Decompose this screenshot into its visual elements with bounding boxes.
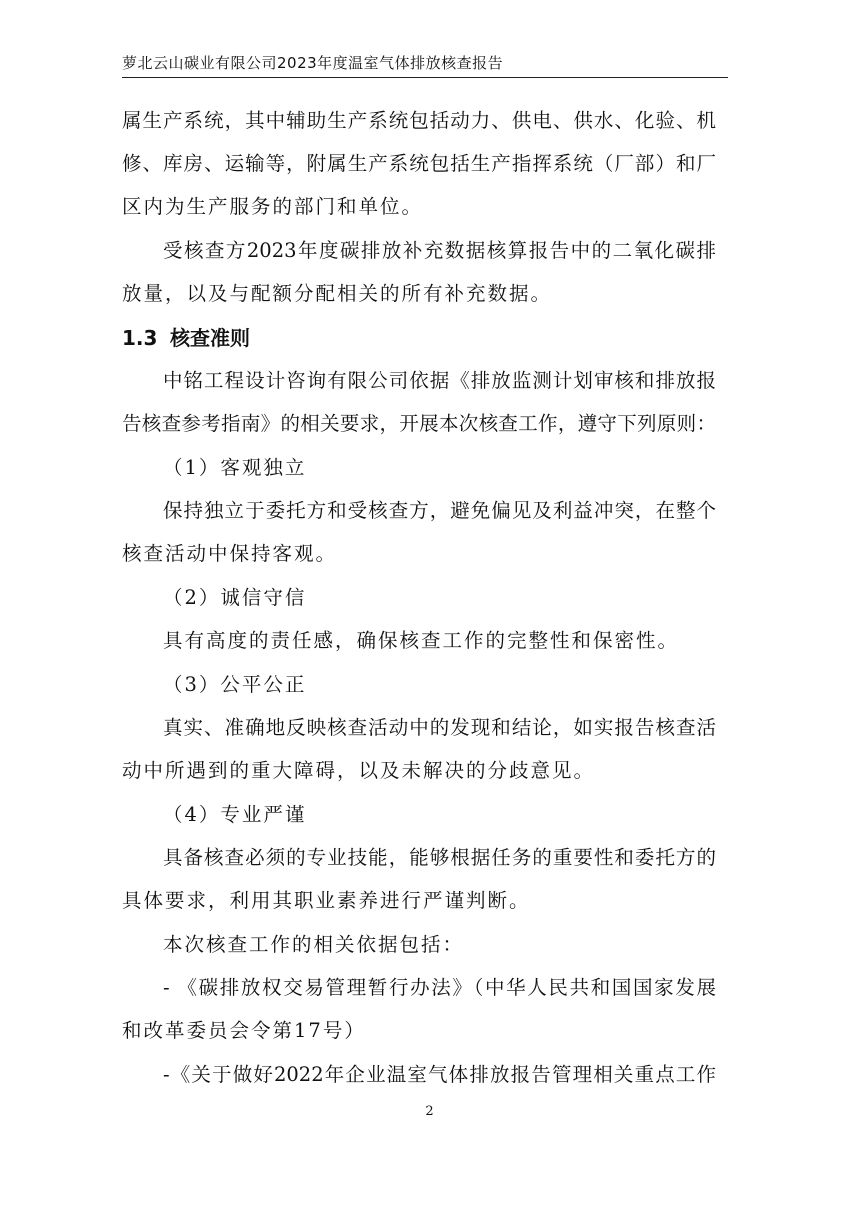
principle-heading: （4）专业严谨: [163, 803, 307, 826]
body-line: 受核查方2023年度碳排放补充数据核算报告中的二氧化碳排: [163, 239, 716, 262]
body-line: 中铭工程设计咨询有限公司依据《排放监测计划审核和排放报: [163, 369, 716, 392]
running-header: 萝北云山碳业有限公司2023年度温室气体排放核查报告: [122, 54, 504, 72]
body-line: 修、库房、运输等，附属生产系统包括生产指挥系统（厂部）和厂: [122, 152, 716, 175]
body-line: 告核查参考指南》的相关要求，开展本次核查工作，遵守下列原则：: [122, 412, 716, 435]
body-line: - 《碳排放权交易管理暂行办法》（中华人民共和国国家发展: [163, 976, 716, 999]
body-line: 放量，以及与配额分配相关的所有补充数据。: [122, 282, 553, 305]
header-divider: [122, 77, 728, 78]
page-number: 2: [425, 1104, 434, 1119]
section-title: 核查准则: [170, 326, 250, 350]
principle-heading: （2）诚信守信: [163, 586, 307, 609]
body-line: 真实、准确地反映核查活动中的发现和结论，如实报告核查活: [163, 716, 716, 739]
principle-heading: （1）客观独立: [163, 456, 307, 479]
body-line: 核查活动中保持客观。: [122, 542, 338, 565]
body-line: 属生产系统，其中辅助生产系统包括动力、供电、供水、化验、机: [122, 109, 716, 132]
section-heading: [122, 322, 250, 351]
body-line: 动中所遇到的重大障碍，以及未解决的分歧意见。: [122, 759, 596, 782]
body-line: -《关于做好2022年企业温室气体排放报告管理相关重点工作: [163, 1063, 716, 1086]
section-number: 1.3: [122, 326, 158, 350]
body-line: 保持独立于委托方和受核查方，避免偏见及利益冲突，在整个: [163, 499, 716, 522]
body-line: 和改革委员会令第17号）: [122, 1019, 366, 1042]
body-line: 具体要求，利用其职业素养进行严谨判断。: [122, 889, 531, 912]
principle-heading: （3）公平公正: [163, 673, 307, 696]
body-line: 本次核查工作的相关依据包括：: [163, 933, 465, 956]
body-line: 区内为生产服务的部门和单位。: [122, 195, 424, 218]
body-line: 具备核查必须的专业技能，能够根据任务的重要性和委托方的: [163, 846, 716, 869]
body-line: 具有高度的责任感，确保核查工作的完整性和保密性。: [163, 629, 680, 652]
